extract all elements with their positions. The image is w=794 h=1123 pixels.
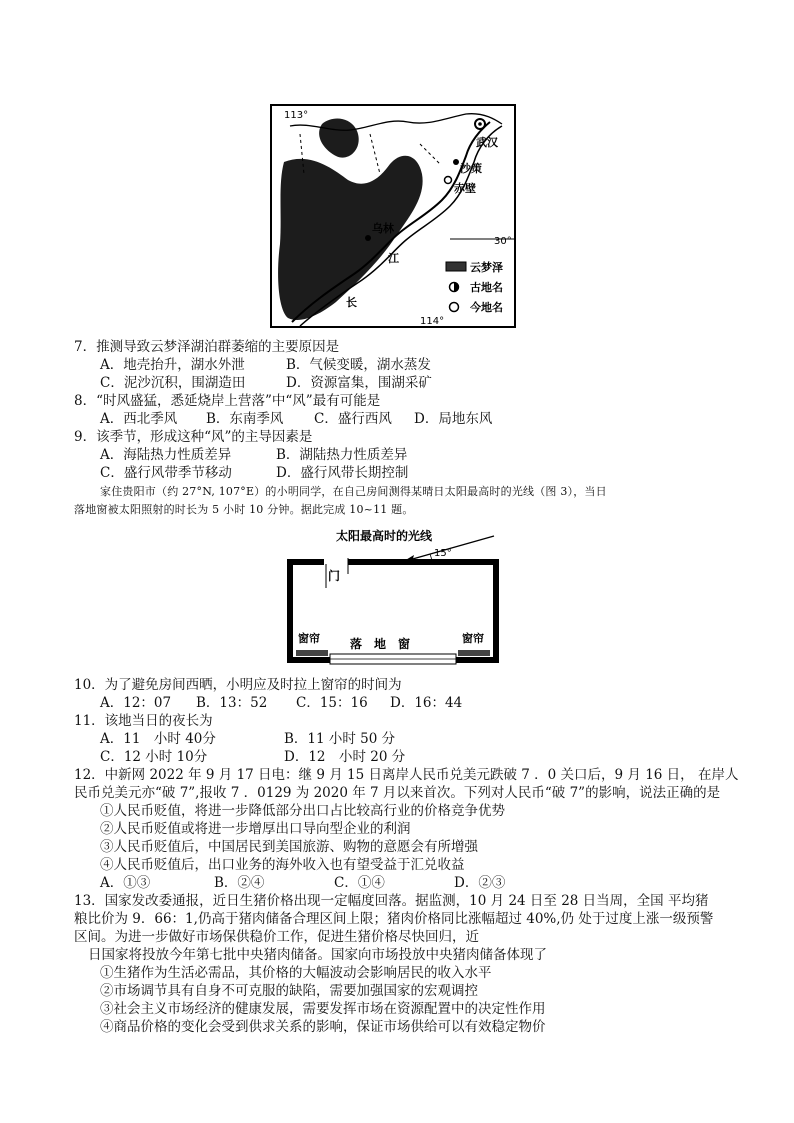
q12-option-a[interactable]: A．①③ — [100, 875, 151, 891]
q12-statement-1: ①人民币贬值，将进一步降低部分出口占比较高行业的价格竞争优势 — [100, 803, 505, 819]
q10-option-c[interactable]: C．15：16 — [296, 695, 368, 711]
chibi-marker — [445, 177, 452, 184]
curtain-left-label: 窗帘 — [298, 632, 320, 645]
q9-option-c[interactable]: C．盛行风带季节移动 — [100, 465, 232, 481]
q12-stem-line1: 12．中新网 2022 年 9 月 17 日电：继 9 月 15 日离岸人民币兑美元跌破 7 ．0 关口后，9 月 16 日， 在岸人 — [74, 767, 739, 783]
q13-stem-line1: 13．国家发改委通报，近日生猪价格出现一定幅度回落。据监测，10 月 24 日至 28 日当周，全国 平均猪 — [74, 893, 709, 909]
q10-11-intro-line1: 家住贵阳市（约 27°N, 107°E）的小明同学，在自己房间测得某晴日太阳最高时的光线（图 3），当日 — [100, 485, 607, 498]
q8-option-a[interactable]: A．西北季风 — [100, 411, 178, 427]
q10-11-intro-line2: 落地窗被太阳照射的时长为 5 小时 10 分钟。据此完成 10~11 题。 — [74, 503, 414, 516]
q12-stem-line2: 民币兑美元亦“破 7”,报收 7 ．0129 为 2020 年 7 月以来首次。下列对人民币“破 7”的影响，说法正确的是 — [74, 785, 721, 801]
q11-stem: 11．该地当日的夜长为 — [74, 713, 213, 729]
q13-statement-3: ③社会主义市场经济的健康发展，需要发挥市场在资源配置中的决定性作用 — [100, 1001, 546, 1017]
shace-marker — [453, 159, 459, 165]
yunmengze-map — [270, 104, 516, 328]
place-chibi: 赤壁 — [454, 182, 476, 195]
legend-modern: 今地名 — [470, 301, 503, 314]
river-label-jiang: 江 — [388, 252, 399, 265]
q12-statement-3: ③人民币贬值后，中国居民到美国旅游、购物的意愿会有所增强 — [100, 839, 478, 855]
legend-lake-swatch — [446, 262, 466, 271]
q13-stem-line4: 日国家将投放今年第七批中央猪肉储备。国家向市场投放中央猪肉储备体现了 — [88, 947, 547, 963]
q10-option-d[interactable]: D．16：44 — [390, 695, 463, 711]
q13-statement-1: ①生猪作为生活必需品，其价格的大幅波动会影响居民的收入水平 — [100, 965, 492, 981]
q9-option-a[interactable]: A．海陆热力性质差异 — [100, 447, 232, 463]
q11-option-d[interactable]: D．12 小时 20 分 — [284, 749, 406, 765]
q10-option-b[interactable]: B．13：52 — [196, 695, 268, 711]
lon-114-label: 114° — [420, 316, 445, 327]
q13-stem-line3: 区间。为进一步做好市场保供稳价工作，促进生猪价格尽快回归，近 — [74, 929, 479, 945]
window-label: 落 地 窗 — [350, 637, 411, 651]
q7-option-c[interactable]: C．泥沙沉积，围湖造田 — [100, 375, 246, 391]
q11-option-b[interactable]: B．11 小时 50 分 — [284, 731, 396, 747]
q7-option-a[interactable]: A．地壳抬升，湖水外泄 — [100, 357, 245, 373]
q7-option-b[interactable]: B．气候变暖，湖水蒸发 — [286, 357, 431, 373]
wulin-marker — [365, 235, 371, 241]
legend-ancient: 古地名 — [470, 281, 503, 294]
q13-statement-4: ④商品价格的变化会受到供求关系的影响，保证市场供给可以有效稳定物价 — [100, 1019, 546, 1035]
curtain-right — [458, 650, 490, 656]
legend-lake: 云梦泽 — [470, 261, 503, 274]
place-wuhan: 武汉 — [476, 136, 498, 149]
q12-option-b[interactable]: B．②④ — [214, 875, 265, 891]
q8-option-b[interactable]: B．东南季风 — [206, 411, 284, 427]
q12-statement-4: ④人民币贬值后，出口业务的海外收入也有望受益于汇兑收益 — [100, 857, 465, 873]
door-label: 门 — [328, 569, 341, 583]
q8-option-d[interactable]: D．局地东风 — [414, 411, 493, 427]
lat-30-label: 30° — [494, 236, 512, 247]
q12-statement-2: ②人民币贬值或将进一步增厚出口导向型企业的利润 — [100, 821, 411, 837]
place-shace: 沙策 — [460, 162, 482, 175]
q12-option-c[interactable]: C．①④ — [334, 875, 385, 891]
q7-stem: 7．推测导致云梦泽湖泊群萎缩的主要原因是 — [74, 339, 340, 355]
q11-option-c[interactable]: C．12 小时 10分 — [100, 749, 208, 765]
door-gap — [324, 556, 348, 568]
q9-stem: 9．该季节，形成这种“风”的主导因素是 — [74, 429, 313, 445]
q11-option-a[interactable]: A．11 小时 40分 — [100, 731, 216, 747]
river-label-chang: 长 — [346, 296, 357, 309]
q8-stem: 8．“时风盛猛，悉延烧岸上营落”中“风”最有可能是 — [74, 393, 381, 409]
legend-modern-icon — [450, 303, 459, 312]
q10-option-a[interactable]: A．12：07 — [100, 695, 172, 711]
place-wulin: 乌林 — [372, 222, 394, 235]
curtain-left — [296, 650, 328, 656]
sun-angle-label: 15° — [434, 548, 452, 559]
q8-option-c[interactable]: C．盛行西风 — [314, 411, 392, 427]
q12-option-d[interactable]: D．②③ — [454, 875, 506, 891]
q9-option-d[interactable]: D．盛行风带长期控制 — [276, 465, 409, 481]
q10-stem: 10．为了避免房间西晒，小明应及时拉上窗帘的时间为 — [74, 677, 402, 693]
lon-113-label: 113° — [284, 110, 309, 121]
sun-ray-label: 太阳最高时的光线 — [336, 529, 433, 543]
q7-option-d[interactable]: D．资源富集，围湖采矿 — [286, 375, 432, 391]
room-sunlight-diagram — [284, 528, 502, 668]
q13-statement-2: ②市场调节具有自身不可克服的缺陷，需要加强国家的宏观调控 — [100, 983, 478, 999]
q13-stem-line2: 粮比价为 9．66：1,仍高于猪肉储备合理区间上限；猪肉价格同比涨幅超过 40%,仍 处于过度上涨一级预警 — [74, 911, 714, 927]
curtain-right-label: 窗帘 — [462, 632, 484, 645]
q9-option-b[interactable]: B．湖陆热力性质差异 — [276, 447, 408, 463]
